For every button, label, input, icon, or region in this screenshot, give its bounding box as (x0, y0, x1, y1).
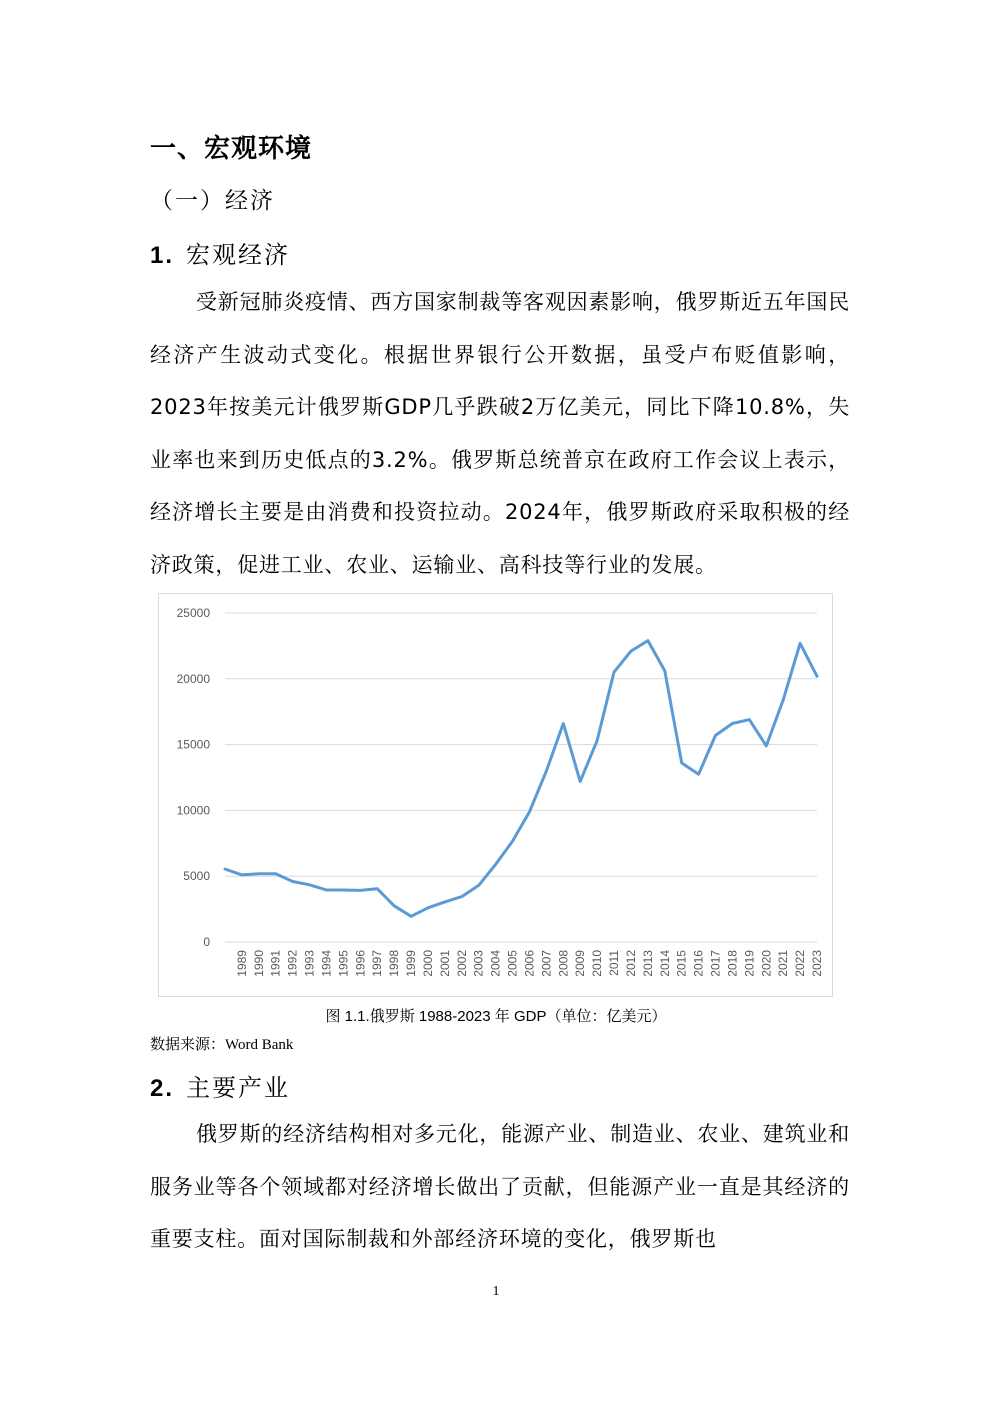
macro-economy-heading (150, 235, 290, 270)
x-tick-label-2013: 2013 (640, 950, 655, 977)
x-tick-label-1994: 1994 (319, 950, 334, 977)
section-heading: 一、宏观环境 (150, 134, 313, 164)
x-tick-label-2003: 2003 (471, 950, 486, 977)
x-tick-label-2021: 2021 (776, 950, 791, 977)
x-tick-label-1993: 1993 (302, 950, 317, 977)
x-tick-label-2019: 2019 (742, 950, 757, 977)
caption-title-b: 年 (494, 1007, 510, 1025)
x-tick-label-2006: 2006 (522, 950, 537, 977)
x-tick-label-1989: 1989 (234, 950, 249, 977)
figure-caption (0, 1005, 992, 1026)
x-tick-label-2020: 2020 (759, 950, 774, 977)
subsection-heading: （一）经济 (150, 188, 275, 214)
x-tick-label-2023: 2023 (810, 950, 824, 977)
chart-svg (159, 594, 832, 996)
x-tick-label-2007: 2007 (539, 950, 554, 977)
y-tick-label-20000: 20000 (176, 671, 210, 686)
x-tick-label-2000: 2000 (420, 950, 435, 977)
y-tick-label-15000: 15000 (176, 737, 210, 752)
caption-prefix: 图 1.1. (325, 1008, 370, 1025)
y-tick-label-5000: 5000 (183, 869, 210, 884)
x-tick-label-2022: 2022 (793, 950, 808, 977)
x-tick-label-1995: 1995 (336, 950, 351, 977)
x-tick-label-2014: 2014 (657, 950, 672, 977)
x-tick-label-2010: 2010 (590, 950, 605, 977)
x-tick-label-2012: 2012 (623, 950, 638, 977)
y-tick-label-0: 0 (203, 935, 210, 949)
caption-title-a: 俄罗斯 (369, 1007, 415, 1025)
x-tick-label-1992: 1992 (285, 950, 300, 977)
y-tick-label-10000: 10000 (176, 803, 210, 818)
x-tick-label-1991: 1991 (268, 950, 283, 977)
macro-economy-paragraph: 受新冠肺炎疫情、西方国家制裁等客观因素影响，俄罗斯近五年国民经济产生波动式变化。根据世界银行公开数据，虽受卢布贬值影响，2023年按美元计俄罗斯GDP几乎跌破2万亿美元，同比下降10.8%，失业率也来到历史低点的3.2%。俄罗斯总统普京在政府工作会议上表示，经济增长主要是由消费和投资拉动。2024年，俄罗斯政府采取积极的经济政策，促进工业、农业、运输业、高科技等行业的发展。 (150, 290, 850, 577)
data-source-note: 数据来源：Word Bank (150, 1037, 294, 1053)
x-tick-label-1996: 1996 (353, 950, 368, 977)
x-tick-label-2005: 2005 (505, 950, 520, 977)
x-tick-label-2004: 2004 (488, 950, 503, 977)
x-tick-label-2008: 2008 (556, 950, 571, 977)
main-industry-heading (150, 1068, 290, 1103)
caption-gdp: GDP (509, 1008, 547, 1025)
x-tick-label-2018: 2018 (725, 950, 740, 977)
x-tick-label-2011: 2011 (607, 950, 622, 976)
main-industry-paragraph: 俄罗斯的经济结构相对多元化，能源产业、制造业、农业、建筑业和服务业等各个领域都对经济增长做出了贡献，但能源产业一直是其经济的重要支柱。面对国际制裁和外部经济环境的变化，俄罗斯也 (150, 1122, 850, 1251)
x-tick-label-2017: 2017 (708, 950, 723, 977)
x-tick-label-1990: 1990 (251, 950, 266, 977)
caption-unit: （单位：亿美元） (546, 1007, 667, 1025)
heading-title: 主要产业 (186, 1074, 291, 1102)
x-tick-label-2002: 2002 (454, 950, 469, 977)
gdp-series-line (225, 641, 817, 917)
x-tick-label-2016: 2016 (691, 950, 706, 977)
x-tick-label-2001: 2001 (437, 950, 452, 977)
x-tick-label-1999: 1999 (404, 950, 419, 977)
page-number: 1 (492, 1284, 500, 1299)
caption-range: 1988-2023 (414, 1008, 495, 1025)
heading-title: 宏观经济 (186, 241, 291, 269)
x-tick-label-1997: 1997 (370, 950, 385, 977)
y-tick-label-25000: 25000 (176, 606, 210, 620)
heading-number: 1. (150, 242, 175, 269)
gdp-line-chart (158, 593, 833, 997)
heading-number: 2. (150, 1075, 175, 1102)
x-tick-label-2015: 2015 (674, 950, 689, 977)
x-tick-label-1998: 1998 (387, 950, 402, 977)
x-tick-label-2009: 2009 (573, 950, 588, 977)
